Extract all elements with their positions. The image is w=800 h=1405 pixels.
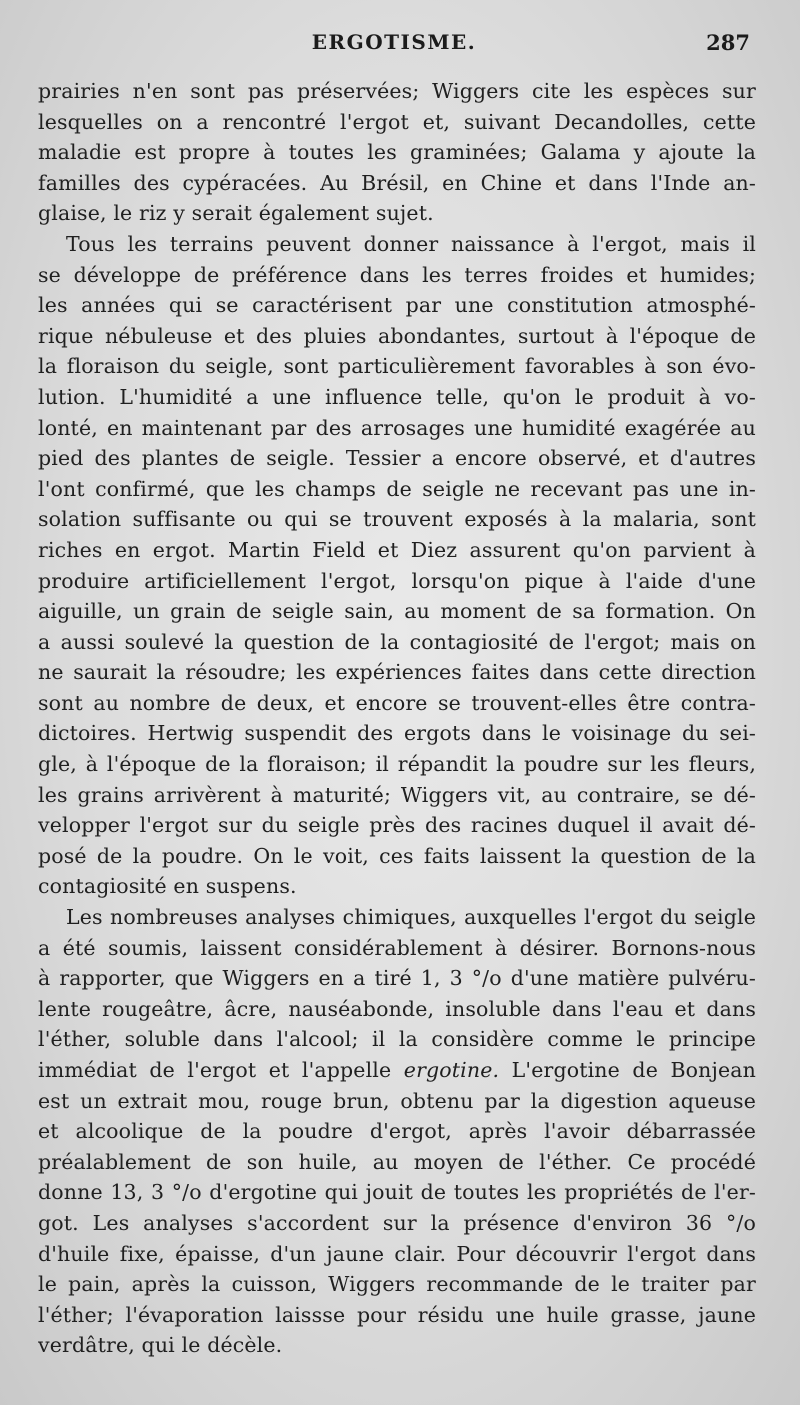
- text-line: et alcoolique de la poudre d'ergot, après l'avoir débarrassée: [38, 1119, 756, 1144]
- text-line: la floraison du seigle, sont particulièrement favorables à son évo-: [38, 354, 756, 379]
- text-line: a aussi soulevé la question de la contagiosité de l'ergot; mais on: [38, 629, 756, 654]
- page-number: 287: [706, 30, 750, 55]
- paragraph-2: [38, 229, 756, 902]
- text-line: les années qui se caractérisent par une constitution atmosphé-: [38, 293, 756, 318]
- text-line: pied des plantes de seigle. Tessier a encore observé, et d'autres: [38, 446, 756, 471]
- text-line: rique nébuleuse et des pluies abondantes, surtout à l'époque de: [38, 323, 756, 348]
- text-line: riches en ergot. Martin Field et Diez assurent qu'on parvient à: [38, 537, 756, 562]
- paragraph-3: [38, 902, 756, 1361]
- text-line: posé de la poudre. On le voit, ces faits laissent la question de la: [38, 843, 756, 868]
- text-line: à rapporter, que Wiggers en a tiré 1, 3 °/o d'une matière pulvéru-: [38, 966, 756, 991]
- text-line: le pain, après la cuisson, Wiggers recommande de le traiter par: [38, 1272, 756, 1297]
- text-line: d'huile fixe, épaisse, d'un jaune clair. Pour découvrir l'ergot dans: [38, 1241, 756, 1266]
- text-line: verdâtre, qui le décèle.: [38, 1333, 283, 1358]
- text-line: maladie est propre à toutes les graminées; Galama y ajoute la: [38, 140, 756, 165]
- text-line-with-italic: [38, 1055, 756, 1086]
- body-text: [38, 76, 756, 1361]
- text-line: velopper l'ergot sur du seigle près des racines duquel il avait dé-: [38, 813, 756, 838]
- text-line: got. Les analyses s'accordent sur la présence d'environ 36 °/o: [38, 1210, 756, 1235]
- text-line: se développe de préférence dans les terres froides et humides;: [38, 262, 756, 287]
- text-line: Tous les terrains peuvent donner naissance à l'ergot, mais il: [66, 231, 756, 256]
- text-line: produire artificiellement l'ergot, lorsqu'on pique à l'aide d'une: [38, 568, 756, 593]
- text-line: sont au nombre de deux, et encore se trouvent-elles être contra-: [38, 690, 756, 715]
- text-line: Les nombreuses analyses chimiques, auxquelles l'ergot du seigle: [66, 905, 756, 930]
- text-line: lonté, en maintenant par des arrosages une humidité exagérée au: [38, 415, 756, 440]
- text-segment: L'ergotine de Bonjean: [511, 1058, 756, 1082]
- text-line: gle, à l'époque de la floraison; il répandit la poudre sur les fleurs,: [38, 752, 756, 777]
- paragraph-1: [38, 76, 756, 229]
- running-head: ERGOTISME.: [311, 30, 477, 54]
- text-line: les grains arrivèrent à maturité; Wiggers vit, au contraire, se dé-: [38, 782, 756, 807]
- text-line: ne saurait la résoudre; les expériences faites dans cette direction: [38, 660, 756, 685]
- text-line: prairies n'en sont pas préservées; Wiggers cite les espèces sur: [38, 79, 756, 103]
- text-line: l'éther, soluble dans l'alcool; il la considère comme le principe: [38, 1027, 756, 1052]
- text-line: glaise, le riz y serait également sujet.: [38, 201, 434, 226]
- text-line: aiguille, un grain de seigle sain, au moment de sa formation. On: [38, 599, 756, 624]
- text-line: dictoires. Hertwig suspendit des ergots dans le voisinage du sei-: [38, 721, 756, 746]
- page-header: [38, 30, 750, 60]
- text-line: est un extrait mou, rouge brun, obtenu par la digestion aqueuse: [38, 1088, 756, 1113]
- text-line: solation suffisante ou qui se trouvent exposés à la malaria, sont: [38, 507, 756, 532]
- text-line: lente rougeâtre, âcre, nauséabonde, insoluble dans l'eau et dans: [38, 996, 756, 1021]
- text-line: familles des cypéracées. Au Brésil, en Chine et dans l'Inde an-: [38, 170, 756, 195]
- text-line: contagiosité en suspens.: [38, 874, 297, 899]
- text-line: lution. L'humidité a une influence telle, qu'on le produit à vo-: [38, 384, 756, 409]
- text-line: l'ont confirmé, que les champs de seigle ne recevant pas une in-: [38, 476, 756, 501]
- text-line: donne 13, 3 °/o d'ergotine qui jouit de toutes les propriétés de l'er-: [38, 1180, 756, 1205]
- text-line: préalablement de son huile, au moyen de l'éther. Ce procédé: [38, 1149, 756, 1174]
- text-line: a été soumis, laissent considérablement à désirer. Bornons-nous: [38, 935, 756, 960]
- text-segment: immédiat de l'ergot et l'appelle: [38, 1058, 392, 1082]
- italic-term: ergotine.: [403, 1058, 500, 1082]
- text-line: lesquelles on a rencontré l'ergot et, suivant Decandolles, cette: [38, 109, 756, 134]
- text-line: l'éther; l'évaporation laissse pour résidu une huile grasse, jaune: [38, 1302, 756, 1327]
